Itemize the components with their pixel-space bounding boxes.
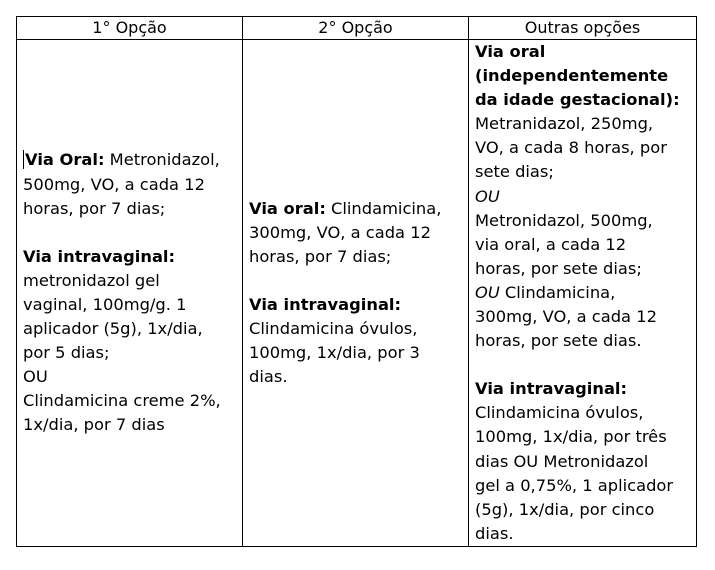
- other-oral-heading-1: Via oral: [475, 42, 546, 61]
- second-iv-line-1: Clindamicina óvulos,: [249, 318, 418, 338]
- second-oral-line-1: Via oral: Clindamicina,: [249, 198, 442, 218]
- header-other-options: Outras opções: [469, 17, 697, 40]
- header-first-option: 1° Opção: [17, 17, 243, 40]
- first-iv-line-2: vaginal, 100mg/g. 1: [23, 294, 187, 314]
- second-iv-line-3: dias.: [249, 367, 288, 387]
- other-iv-line-4: gel a 0,75%, 1 aplicador: [475, 475, 674, 495]
- other-c-line-2: 300mg, VO, a cada 12: [475, 307, 657, 327]
- first-alt-line-1: Clindamicina creme 2%,: [23, 391, 221, 411]
- first-iv-line-3: aplicador (5g), 1x/dia,: [23, 318, 203, 338]
- header-row: [17, 17, 697, 40]
- body-row: [17, 40, 697, 547]
- first-iv-line-4: por 5 dias;: [23, 343, 110, 363]
- first-alt-line-2: 1x/dia, por 7 dias: [23, 415, 165, 435]
- other-oral-heading-2: (independentemente: [475, 66, 669, 86]
- treatment-table: [16, 16, 697, 547]
- second-oral-label: Via oral:: [249, 198, 326, 218]
- other-b-line-2: via oral, a cada 12: [475, 234, 627, 254]
- other-iv-line-6: dias.: [475, 523, 514, 543]
- other-iv-line-3: dias OU Metronidazol: [475, 451, 649, 471]
- first-oral-line-2: 500mg, VO, a cada 12: [23, 174, 205, 194]
- first-or: OU: [23, 367, 48, 387]
- cell-other-options: [469, 40, 697, 547]
- other-iv-line-5: (5g), 1x/dia, por cinco: [475, 499, 655, 519]
- first-oral-line-3: horas, por 7 dias;: [23, 198, 166, 218]
- spacer: [249, 269, 462, 293]
- other-a-line-3: sete dias;: [475, 162, 554, 182]
- header-second-option: 2° Opção: [243, 17, 469, 40]
- second-iv-line-2: 100mg, 1x/dia, por 3: [249, 343, 420, 363]
- spacer: [23, 221, 236, 245]
- second-oral-line-3: horas, por 7 dias;: [249, 246, 392, 266]
- other-or-1: OU: [475, 186, 500, 206]
- other-iv-line-2: 100mg, 1x/dia, por três: [475, 427, 667, 447]
- text-cursor: [23, 150, 24, 169]
- cell-second-option: [243, 40, 469, 547]
- other-intravaginal-label: Via intravaginal:: [475, 379, 628, 399]
- other-c-line-1: OU Clindamicina,: [475, 282, 616, 302]
- other-c-line-3: horas, por sete dias.: [475, 331, 642, 351]
- first-iv-line-1: metronidazol gel: [23, 270, 160, 290]
- spacer: [475, 353, 690, 377]
- second-oral-line-2: 300mg, VO, a cada 12: [249, 222, 431, 242]
- first-oral-label: Via Oral:: [25, 150, 105, 170]
- cell-first-option: [17, 40, 243, 547]
- other-b-line-3: horas, por sete dias;: [475, 258, 642, 278]
- first-intravaginal-label: Via intravaginal:: [23, 246, 176, 266]
- first-oral-line-1: Via Oral: Metronidazol,: [25, 150, 220, 170]
- second-intravaginal-label: Via intravaginal:: [249, 294, 402, 314]
- other-oral-heading-3: da idade gestacional):: [475, 90, 680, 110]
- other-b-line-1: Metronidazol, 500mg,: [475, 210, 653, 230]
- other-or-2: OU: [475, 282, 500, 302]
- other-a-line-1: Metranidazol, 250mg,: [475, 114, 654, 134]
- other-iv-line-1: Clindamicina óvulos,: [475, 403, 644, 423]
- other-a-line-2: VO, a cada 8 horas, por: [475, 138, 667, 158]
